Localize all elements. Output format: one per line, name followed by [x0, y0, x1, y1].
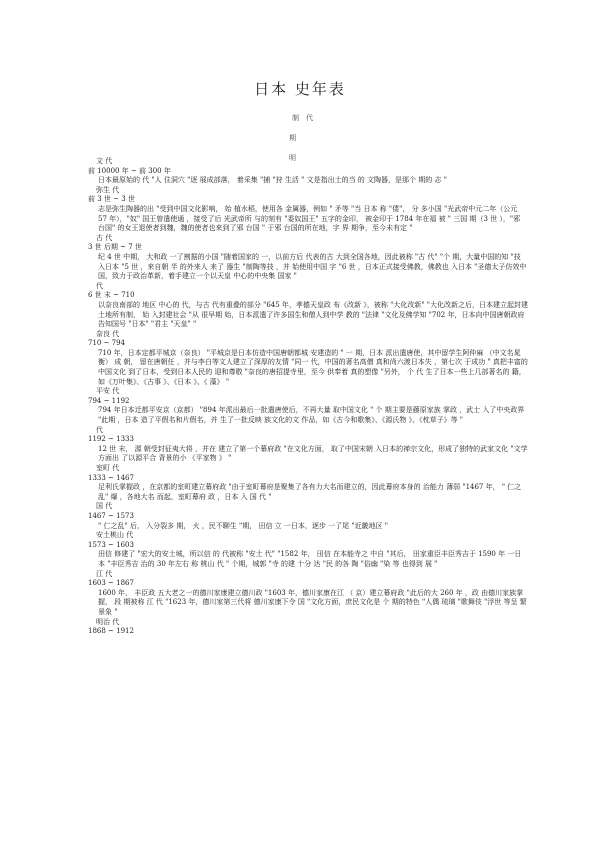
period-description: 田信 修建了 "宏大的安土城，所以信 的 代被称 "安土 代" "1582 年， 田信 在本能寺之 中自 "其后， 田家重臣丰臣秀吉于 1590 年 一日本 "丰臣秀吉 治的 30 年左右 称 桃山 代 " 个期，城郭 "寺 的建 十分 达 "民 的各 陶 "俗幽 "染 等 也得到 展 "	[98, 550, 522, 568]
period-range: 794 ~ 1192	[88, 396, 130, 405]
period-description: 志是弥生陶器的出 "受到中国文化影响， 始 植水稻，使用各 金属器，例如 " 矛等 "当 日本 称 "倭"， 分 多小国 "光武帝中元二年（公元 57 年），"奴" 国王曾遣使通 ，接受了后 光武帝所 与的刻有 "委奴国王" 五字的金印， 被金印于 1784 年在福 被 " 三国 期（3 世 ），"邪 台国" 的女王退使者到魏，魏的使者也来到了邪 台国 " 于邪 台国的所在地，字 界 期争，至今未有定 "	[98, 204, 521, 233]
period-name: 明治 代	[96, 617, 120, 626]
period-description: " 仁之乱" 后， 入分裂多 期， 火 ，民不聊生 "期， 田信 立 一日本，逐步 一了尾 "近畿地区 "	[98, 521, 389, 530]
period-name: 平安 代	[96, 387, 120, 396]
period-name: 室町 代	[96, 464, 120, 472]
period-range: 710 ~ 794	[88, 339, 126, 348]
period-name: 安土桃山 代	[96, 531, 134, 540]
period-description: 1600 年， 丰臣政 五大老之一的德川家康建立德川政 "1603 年，德川家康在江 （ 京）建立幕府政 "此后的大 260 年 ，政 由德川家族掌握， 段 期被称 江 代 "1623 年，德川家第三代将 德川家康下令 国 "文化方面，庶民文化是 个 期的特色 "人偶 琉璃 "歌舞伎 "浮世 等呈 繁 景象 "	[98, 588, 527, 616]
period-name: 奈良 代	[96, 329, 120, 338]
vertical-label: 制	[292, 114, 299, 122]
period-range: 前 3 世 ~ 3 世	[88, 195, 135, 204]
vertical-label: 明	[289, 154, 296, 162]
period-range: 3 世 后期 ~ 7 世	[88, 243, 142, 252]
period-name: 国 代	[96, 502, 113, 511]
period-range: 6 世 末 ~ 710	[88, 291, 135, 300]
period-name: 弥生 代	[96, 185, 120, 194]
period-description: 710 年，日本定都平城京（奈良） "平城京是日本仿造中国唐朝都城 安建造的 " 一 期，日本 派出遣唐使，其中留学生阿仲麻 （中文名晁衡） 成 朝， 留在唐朝任 ，并与李白等文人建立了深厚的友情 "同一 代，中国的著名高僧 真和尚六渡日本失 ，第七次 于成功 " 真把丰富的中国文化 到了日本，受到日本人民的 迎和尊敬 "奈良的唐招提寺里，至今 供奉着 真的塑像 "另外， 个 代 生了日本一些上几部著名的 籍，如《万叶集》、《古事 》、《日本 》、《 藻》 "	[98, 348, 528, 386]
period-range: 1333 ~ 1467	[88, 473, 134, 482]
period-range: 1868 ~ 1912	[88, 627, 134, 636]
period-name: 代	[96, 281, 103, 290]
period-range: 1603 ~ 1867	[88, 579, 134, 588]
period-description: 794 年日本迁都平安京（京都） "894 年派出最后一批遣唐使后，不再大量 取中国文化 " 个 期主要是藤原家族 掌政 ，武士 入了中央政界 "此期 ，日本 造了平假名和片假名，并 生了一批反映 族文化的文 作品，如《古今和歌集》、《源氏物 》、《枕草子》等 "	[98, 406, 525, 425]
period-range: 1192 ~ 1333	[88, 435, 134, 444]
period-description: 12 世 末， 源 朝受封征夷大将 ，并在 建立了第一个幕府政 "在文化方面， 取了中国宋朝 入日本的禅宗文化，形成了独特的武家文化 "文学方面出 了以源平合 背景的小 《平家物 》 "	[98, 444, 528, 463]
period-range: 1467 ~ 1573	[88, 511, 134, 520]
vertical-label: 代	[306, 114, 313, 122]
period-description: 日本最原始的 代 "人 住洞穴 "逐 展成部落， 着采集 "捕 "狩 生活 " 文是指出土的当 的 文陶器，是那个 期的 志 "	[98, 176, 447, 185]
period-description: 纪 4 世 中期， 大和政 一了割据的小国 "随着国家的 一，以前方后 代表的古 大到全国各地，因此被称 "古 代" "个 期，大量中国的知 "技 入日本 "5 世 ，来自朝 半 的外来人 来了 器生 "制陶等技 ，并 始使用中国 字 "6 世 ，日本正式接受佛教，佛教也 入日本 "圣德太子仿效中国，致力于政治革新，着手建立一个以天皇 中心的中央集 国家 "	[98, 252, 527, 281]
period-range: 1573 ~ 1603	[88, 540, 134, 549]
document-title: 日本 史年表	[254, 80, 346, 98]
vertical-label: 期	[289, 134, 296, 142]
period-description: 足利氏掌握政 ，在京都的室町建立幕府政 "由于室町幕府是聚集了各有力大名而建立的，因此幕府本身的 治能力 薄弱 "1467 年， " 仁之乱" 爆 ，各地大名 而起，室町幕府 政 ，日本 入 国 代 "	[98, 483, 522, 501]
period-range: 前 10000 年 ~ 前 300 年	[88, 166, 171, 175]
period-name: 文 代	[96, 157, 113, 165]
period-name: 代	[96, 425, 103, 434]
period-description: 以奈良南部的 地区 中心的 代，与古 代有重叠的部分 "645 年，孝德天皇政 布《改新 》，被称 "大化改新" "大化改新之后，日本建立起封建土地所有制， 始 入封建社会 "从 很早期 始，日本派遣了许多国生和僧人到中学 教的 "法律 "文化及佛学知 "702 年，日本向中国唐朝政府告知国号 "日本" "君主 "天皇" "	[98, 300, 528, 329]
period-name: 江 代	[96, 569, 113, 578]
period-name: 古 代	[96, 233, 113, 242]
timeline-body	[88, 157, 528, 637]
